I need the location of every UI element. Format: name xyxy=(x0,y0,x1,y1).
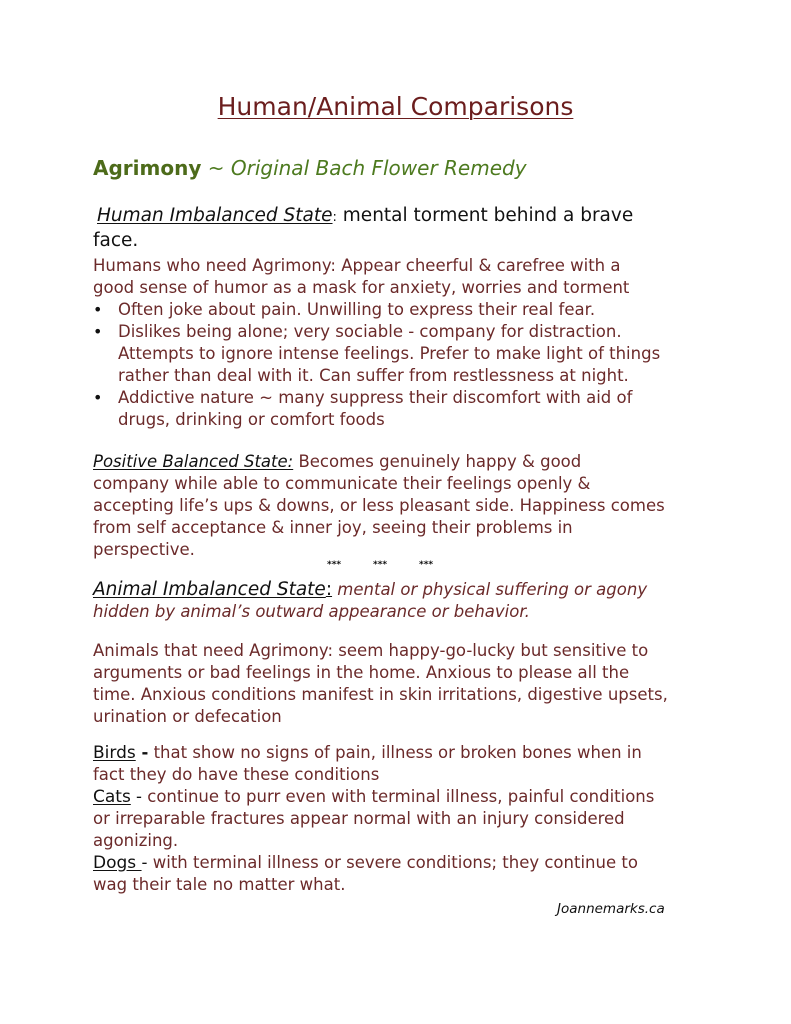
species-birds-line-2: fact they do have these conditions xyxy=(93,765,380,784)
page-title: Human/Animal Comparisons xyxy=(217,92,574,121)
animals-need-line: arguments or bad feelings in the home. Anxious to please all the xyxy=(93,663,630,682)
species-cats-line-2: or irreparable fractures appear normal with an injury considered xyxy=(93,809,625,828)
list-item xyxy=(93,299,703,321)
species-section xyxy=(93,742,713,896)
species-cats-label: Cats xyxy=(93,787,131,807)
positive-balanced-section xyxy=(93,451,713,561)
species-text: continue to purr even with terminal illness, painful conditions xyxy=(142,787,655,806)
list-item-line: Attempts to ignore intense feelings. Prefer to make light of things xyxy=(118,344,661,363)
animal-imbalanced-label: Animal Imbalanced State xyxy=(93,579,326,600)
positive-balanced-line-3: accepting life’s ups & downs, or less pleasant side. Happiness comes xyxy=(93,496,665,515)
list-item-line: rather than deal with it. Can suffer from restlessness at night. xyxy=(118,366,629,385)
separator-star: *** xyxy=(373,560,388,570)
species-cats-line-1 xyxy=(93,786,713,808)
list-item xyxy=(93,387,703,431)
list-item-line: • Often joke about pain. Unwilling to express their real fear. xyxy=(118,300,596,319)
human-imbalanced-label: Human Imbalanced State xyxy=(97,205,333,226)
human-imbalanced-heading xyxy=(93,204,703,229)
animal-imbalanced-colon: : xyxy=(325,579,333,600)
list-item-line: drugs, drinking or comfort foods xyxy=(118,410,385,429)
species-birds-line-1 xyxy=(93,742,713,764)
species-dash: - xyxy=(135,743,149,762)
human-imbalanced-colon: : xyxy=(332,210,337,225)
positive-balanced-text: Becomes genuinely happy & good xyxy=(293,452,582,471)
animal-imbalanced-heading xyxy=(93,578,713,601)
species-dash: - xyxy=(130,787,143,806)
animals-need-line: time. Anxious conditions manifest in skin irritations, digestive upsets, xyxy=(93,685,668,704)
human-intro-line-1: Humans who need Agrimony: Appear cheerful & carefree with a xyxy=(93,256,621,275)
human-imbalanced-heading-line2: face. xyxy=(93,230,139,251)
separator-star: *** xyxy=(327,560,342,570)
remedy-heading xyxy=(93,156,527,180)
animals-need-line: Animals that need Agrimony: seem happy-go-lucky but sensitive to xyxy=(93,641,649,660)
human-imbalanced-heading-rest: mental torment behind a brave xyxy=(336,205,634,226)
species-birds-label: Birds xyxy=(93,743,136,763)
animal-imbalanced-line-2: hidden by animal’s outward appearance or behavior. xyxy=(93,602,530,621)
list-item xyxy=(93,321,703,387)
positive-balanced-label: Positive Balanced State: xyxy=(93,452,294,471)
animal-imbalanced-section xyxy=(93,578,713,623)
remedy-type: Original Bach Flower Remedy xyxy=(230,156,527,180)
positive-balanced-line-1 xyxy=(93,451,713,473)
species-dash: - xyxy=(141,853,148,872)
list-item-line: • Addictive nature ~ many suppress their discomfort with aid of xyxy=(118,388,633,407)
species-text: with terminal illness or severe conditions; they continue to xyxy=(147,853,638,872)
human-intro-line-2: good sense of humor as a mask for anxiety, worries and torment xyxy=(93,278,630,297)
human-symptom-list xyxy=(93,299,703,431)
species-dogs-line-1 xyxy=(93,852,713,874)
positive-balanced-line-4: from self acceptance & inner joy, seeing their problems in xyxy=(93,518,573,537)
list-item-line: • Dislikes being alone; very sociable - company for distraction. xyxy=(118,322,622,341)
footer-website: Joannemarks.ca xyxy=(557,901,665,917)
species-dogs-line-2: wag their tale no matter what. xyxy=(93,875,346,894)
remedy-name: Agrimony xyxy=(93,156,202,180)
species-text: that show no signs of pain, illness or broken bones when in xyxy=(148,743,642,762)
animal-imbalanced-text: mental or physical suffering or agony xyxy=(332,580,648,599)
separator-star: *** xyxy=(419,560,434,570)
positive-balanced-line-2: company while able to communicate their feelings openly & xyxy=(93,474,591,493)
remedy-separator: ~ xyxy=(207,156,225,180)
human-imbalanced-section xyxy=(93,204,703,431)
species-dogs-label: Dogs xyxy=(93,853,142,873)
species-cats-line-3: agonizing. xyxy=(93,831,179,850)
positive-balanced-line-5: perspective. xyxy=(93,540,195,559)
animals-need-line: urination or defecation xyxy=(93,707,282,726)
animals-need-section xyxy=(93,640,713,728)
